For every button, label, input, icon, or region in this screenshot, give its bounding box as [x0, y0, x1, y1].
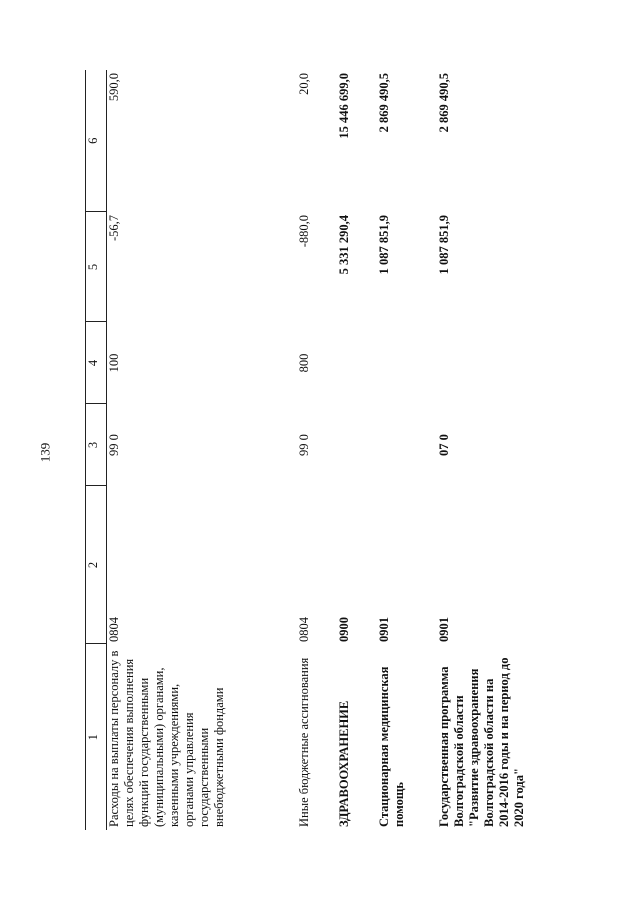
row-name: Иные бюджетные ассигнования [297, 657, 311, 827]
header-col-6: 6 [86, 70, 107, 212]
table-row [437, 70, 557, 830]
row-section: 0804 [107, 617, 121, 642]
row-section: 0901 [437, 617, 451, 642]
table-row [337, 70, 377, 830]
row-type [377, 322, 437, 404]
row-type: 100 [107, 353, 121, 373]
table-row [377, 70, 437, 830]
page-number: 139 [37, 442, 53, 463]
table-header-row [86, 70, 107, 830]
row-target: 99 0 [297, 434, 311, 456]
row-target: 07 0 [437, 434, 451, 456]
table-row [107, 70, 298, 830]
row-total: 2 869 490,5 [437, 73, 451, 133]
row-section: 0900 [337, 617, 351, 642]
header-col-5: 5 [86, 212, 107, 322]
row-name: Стационарная медицинская помощь [377, 666, 406, 827]
header-col-2: 2 [86, 486, 107, 644]
row-total: 15 446 699,0 [337, 73, 351, 139]
row-section: 0901 [377, 617, 391, 642]
row-total: 590,0 [107, 73, 121, 102]
rotated-table-container [85, 70, 555, 830]
row-change: -880,0 [297, 215, 311, 248]
row-change: -56,7 [107, 215, 121, 242]
row-change: 1 087 851,9 [437, 215, 451, 275]
row-type [437, 322, 557, 404]
header-col-3: 3 [86, 404, 107, 486]
budget-table [85, 70, 557, 830]
row-target [377, 404, 437, 486]
row-type: 800 [297, 353, 311, 373]
row-change: 5 331 290,4 [337, 215, 351, 275]
row-target [337, 404, 377, 486]
header-col-1: 1 [86, 644, 107, 830]
row-total: 20,0 [297, 73, 311, 95]
header-col-4: 4 [86, 322, 107, 404]
row-section: 0804 [297, 617, 311, 642]
row-name: Расходы на выплаты персоналу в целях обеспечения выполнения функций государственными (муниципальными) органами, казенными учреждениями, органами управления государственными внебюджетными фондами [107, 650, 226, 827]
row-name: ЗДРАВООХРАНЕНИЕ [337, 700, 351, 827]
row-total: 2 869 490,5 [377, 73, 391, 133]
row-name: Государственная программа Волгоградской области "Развитие здравоохранения Волгоградской области на 2014-2016 годы и на период до 2020 года" [437, 657, 526, 827]
row-change: 1 087 851,9 [377, 215, 391, 275]
row-type [337, 322, 377, 404]
row-target: 99 0 [107, 434, 121, 456]
table-row [297, 70, 337, 830]
